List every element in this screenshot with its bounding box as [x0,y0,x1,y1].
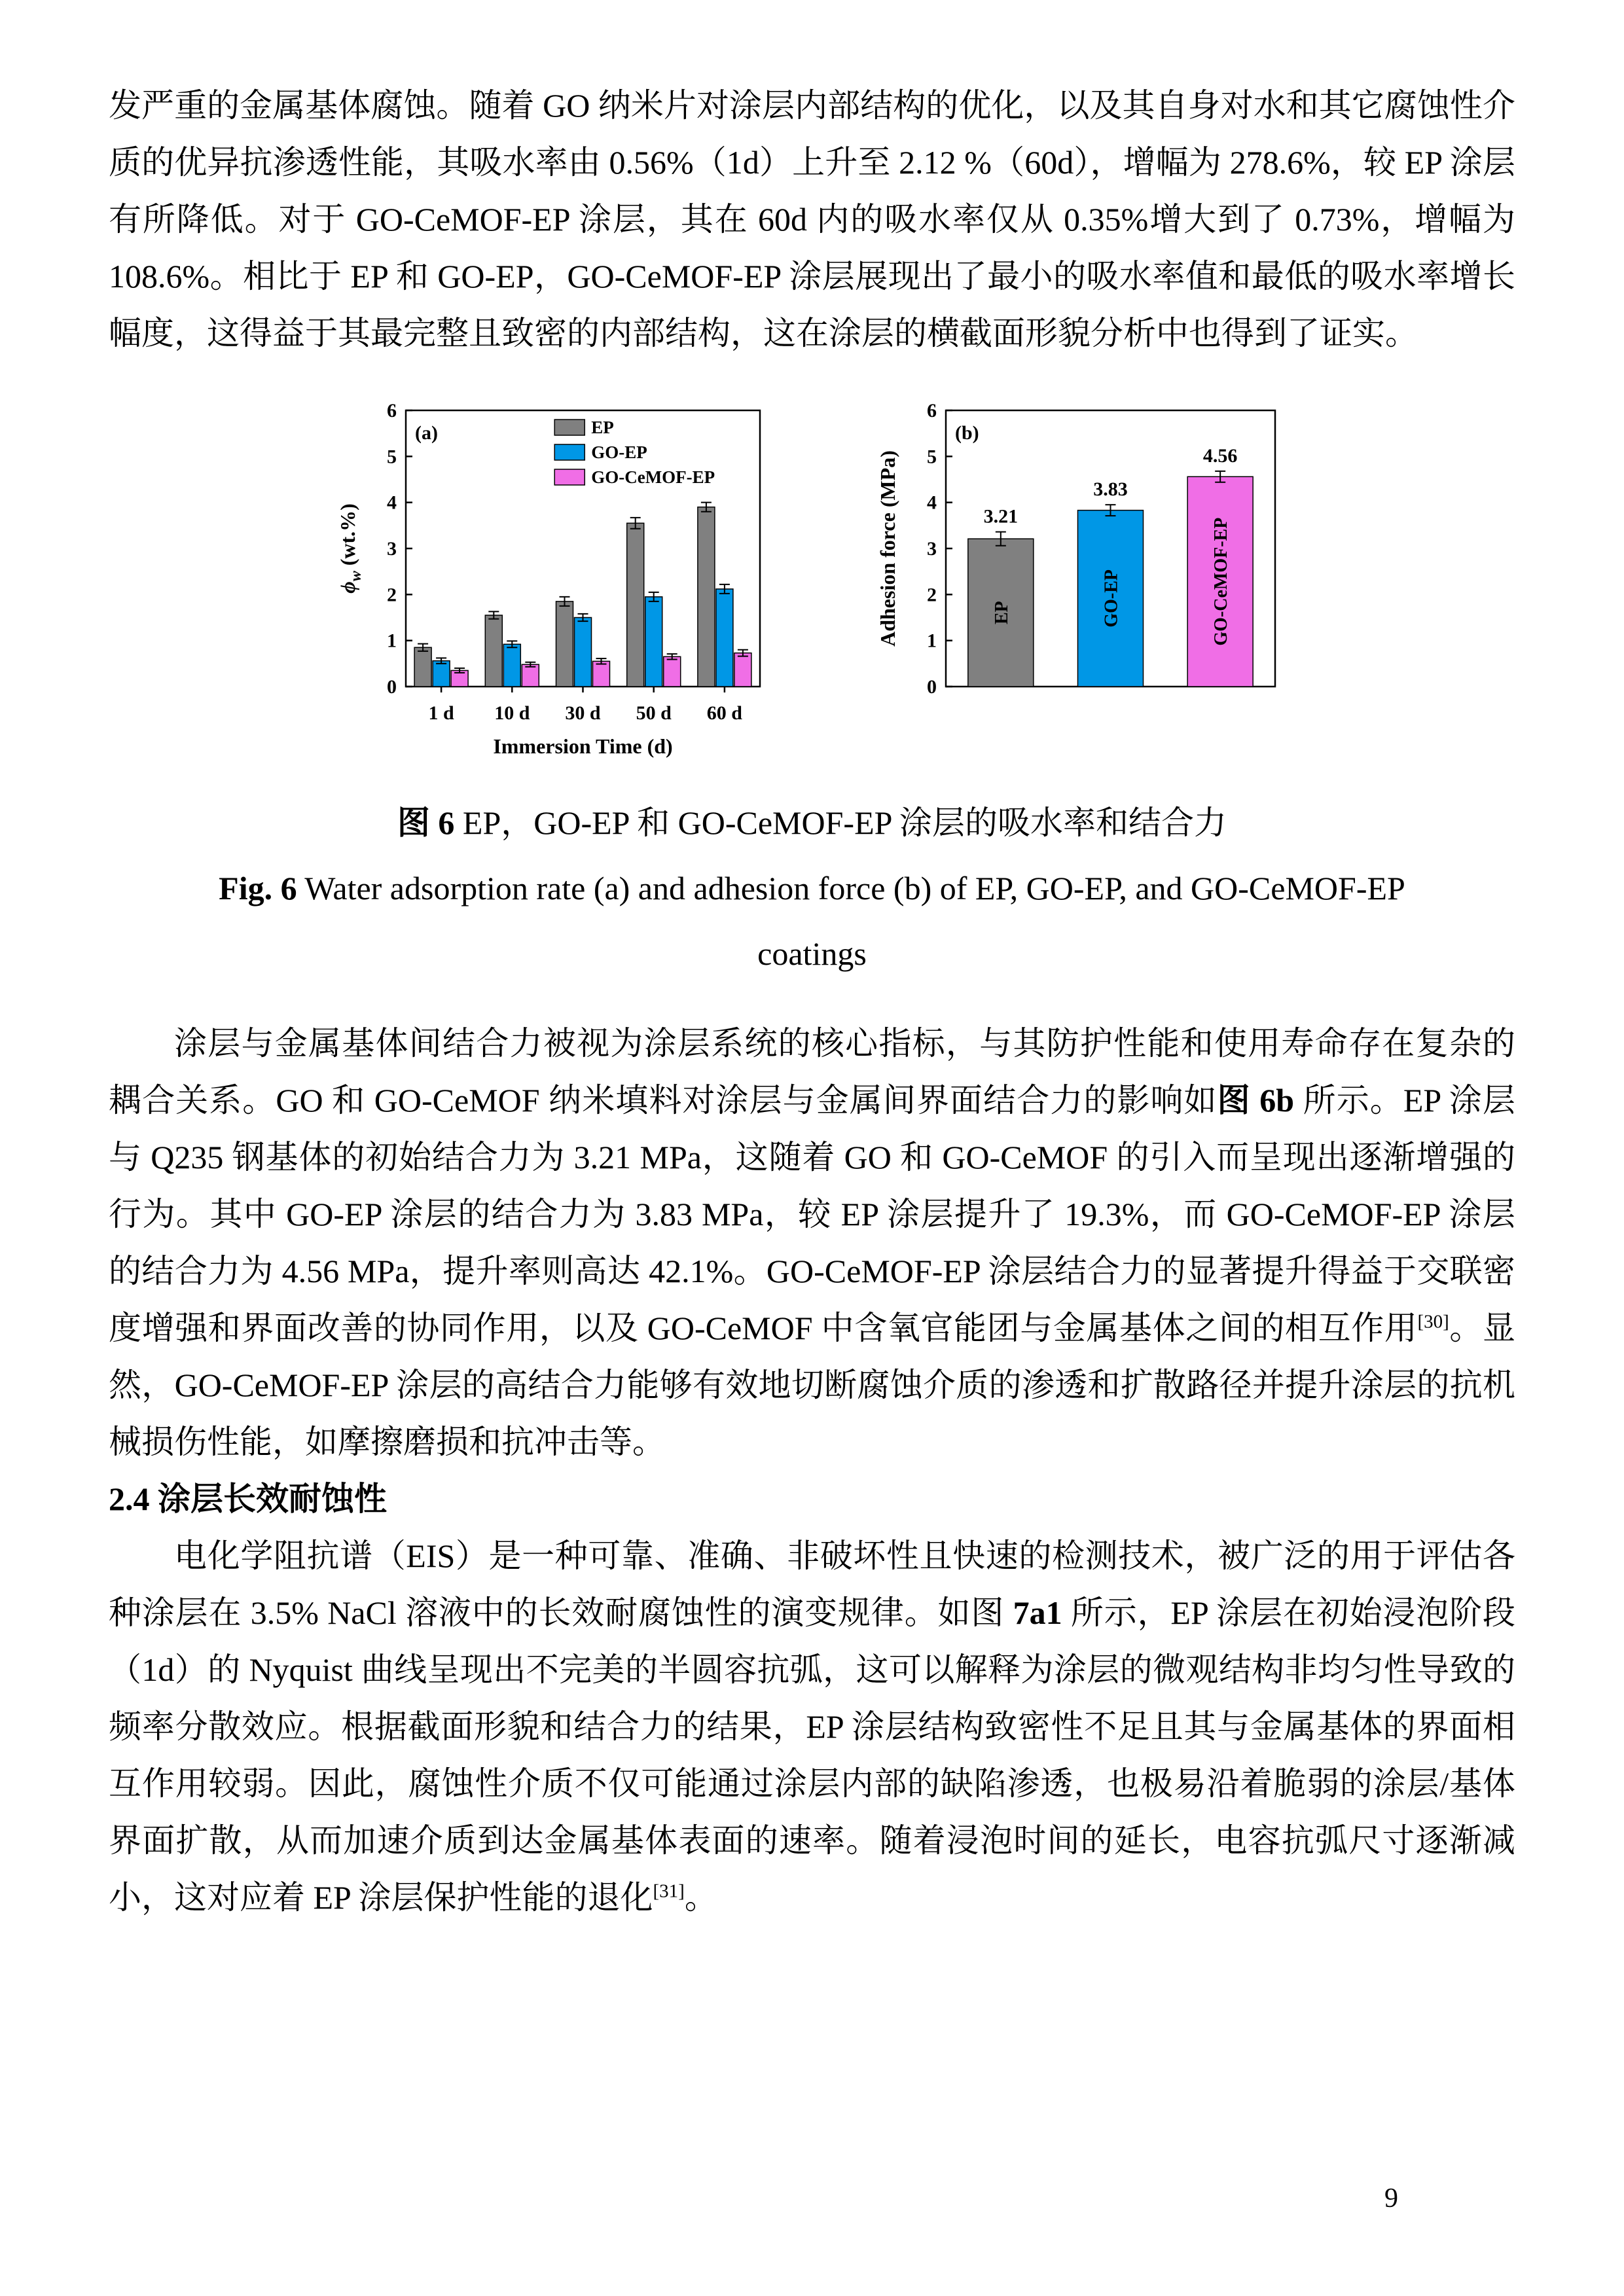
figure-6-caption [109,790,1515,986]
svg-text:3.83: 3.83 [1093,478,1128,501]
figure-6 [109,396,1515,986]
svg-text:0: 0 [387,676,397,698]
figure-caption-en-line2: coatings [757,935,867,972]
svg-text:2: 2 [927,584,937,606]
svg-text:GO-EP: GO-EP [1101,569,1122,628]
svg-text:(a): (a) [415,422,438,444]
svg-text:GO-EP: GO-EP [591,442,647,462]
svg-text:2: 2 [387,584,397,606]
svg-text:Adhesion force (MPa): Adhesion force (MPa) [876,450,899,647]
svg-text:5: 5 [387,446,397,468]
paragraph-adhesion-force: 涂层与金属基体间结合力被视为涂层系统的核心指标，与其防护性能和使用寿命存在复杂的耦合关系。GO 和 GO-CeMOF 纳米填料对涂层与金属间界面结合力的影响如图 6b 所示。EP 涂层与 Q235 钢基体的初始结合力为 3.21 MPa，这随着 GO 和 GO-CeMOF 的引入而呈现出逐渐增强的行为。其中 GO-EP 涂层的结合力为 3.83 MPa，较 EP 涂层提升了 19.3%，而 GO-CeMOF-EP 涂层的结合力为 4.56 MPa，提升率则高达 42.1%。GO-CeMOF-EP 涂层结合力的显著提升得益于交联密度增强和界面改善的协同作用，以及 GO-CeMOF 中含氧官能团与金属基体之间的相互作用[30]。显然，GO-CeMOF-EP 涂层的高结合力能够有效地切断腐蚀介质的渗透和扩散路径并提升涂层的抗机械损伤性能，如摩擦磨损和抗冲击等。 [109,1025,1515,1460]
page-number: 9 [1384,2183,1398,2214]
svg-text:30 d: 30 d [565,702,601,724]
svg-text:GO-CeMOF-EP: GO-CeMOF-EP [591,467,715,487]
chart-water-absorption-bar [333,396,774,770]
svg-text:6: 6 [387,400,397,422]
svg-text:EP: EP [591,418,614,437]
svg-text:EP: EP [991,601,1012,625]
paragraph-water-absorption: 发严重的金属基体腐蚀。随着 GO 纳米片对涂层内部结构的优化，以及其自身对水和其它腐蚀性介质的优异抗渗透性能，其吸水率由 0.56%（1d）上升至 2.12 %（60d），增幅为 278.6%，较 EP 涂层有所降低。对于 GO-CeMOF-EP 涂层，其在 60d 内的吸水率仅从 0.35%增大到了 0.73%，增幅为 108.6%。相比于 EP 和 GO-EP，GO-CeMOF-EP 涂层展现出了最小的吸水率值和最低的吸水率增长幅度，这得益于其最完整且致密的内部结构，这在涂层的横截面形貌分析中也得到了证实。 [109,87,1515,351]
svg-text:1: 1 [387,630,397,652]
svg-text:1 d: 1 d [428,702,454,724]
svg-text:ϕw (wt.%): $\phi_w$ (wt.%) [336,503,365,594]
svg-text:50 d: 50 d [636,702,672,724]
svg-text:3.21: 3.21 [983,505,1019,528]
svg-text:(b): (b) [955,422,979,444]
svg-text:Immersion Time (d): Immersion Time (d) [493,734,673,758]
svg-text:3: 3 [927,538,937,560]
svg-text:10 d: 10 d [494,702,530,724]
svg-text:60 d: 60 d [706,702,742,724]
chart-adhesion-force-bar [873,396,1291,718]
svg-text:4: 4 [927,492,937,514]
svg-text:3: 3 [387,538,397,560]
figure-caption-en-line1: Fig. 6 Water adsorption rate (a) and adhesion force (b) of EP, GO-EP, and GO-CeMOF-EP [219,870,1405,906]
figure-6-charts [109,396,1515,770]
svg-text:4: 4 [387,492,397,514]
section-heading-2-4: 2.4 涂层长效耐蚀性 [109,1480,387,1517]
svg-text:6: 6 [927,400,937,422]
svg-text:5: 5 [927,446,937,468]
svg-text:0: 0 [927,676,937,698]
figure-caption-zh: 图 6 EP，GO-EP 和 GO-CeMOF-EP 涂层的吸水率和结合力 [397,804,1227,841]
paragraph-eis: 电化学阻抗谱（EIS）是一种可靠、准确、非破坏性且快速的检测技术，被广泛的用于评估各种涂层在 3.5% NaCl 溶液中的长效耐腐蚀性的演变规律。如图 7a1 所示，EP 涂层在初始浸泡阶段（1d）的 Nyquist 曲线呈现出不完美的半圆容抗弧，这可以解释为涂层的微观结构非均匀性导致的频率分散效应。根据截面形貌和结合力的结果，EP 涂层结构致密性不足且其与金属基体的界面相互作用较弱。因此，腐蚀性介质不仅可能通过涂层内部的缺陷渗透，也极易沿着脆弱的涂层/基体界面扩散，从而加速介质到达金属基体表面的速率。随着浸泡时间的延长，电容抗弧尺寸逐渐减小，这对应着 EP 涂层保护性能的退化[31]。 [109,1537,1515,1916]
svg-text:4.56: 4.56 [1202,444,1238,467]
svg-text:1: 1 [927,630,937,652]
svg-text:GO-CeMOF-EP: GO-CeMOF-EP [1211,517,1232,646]
